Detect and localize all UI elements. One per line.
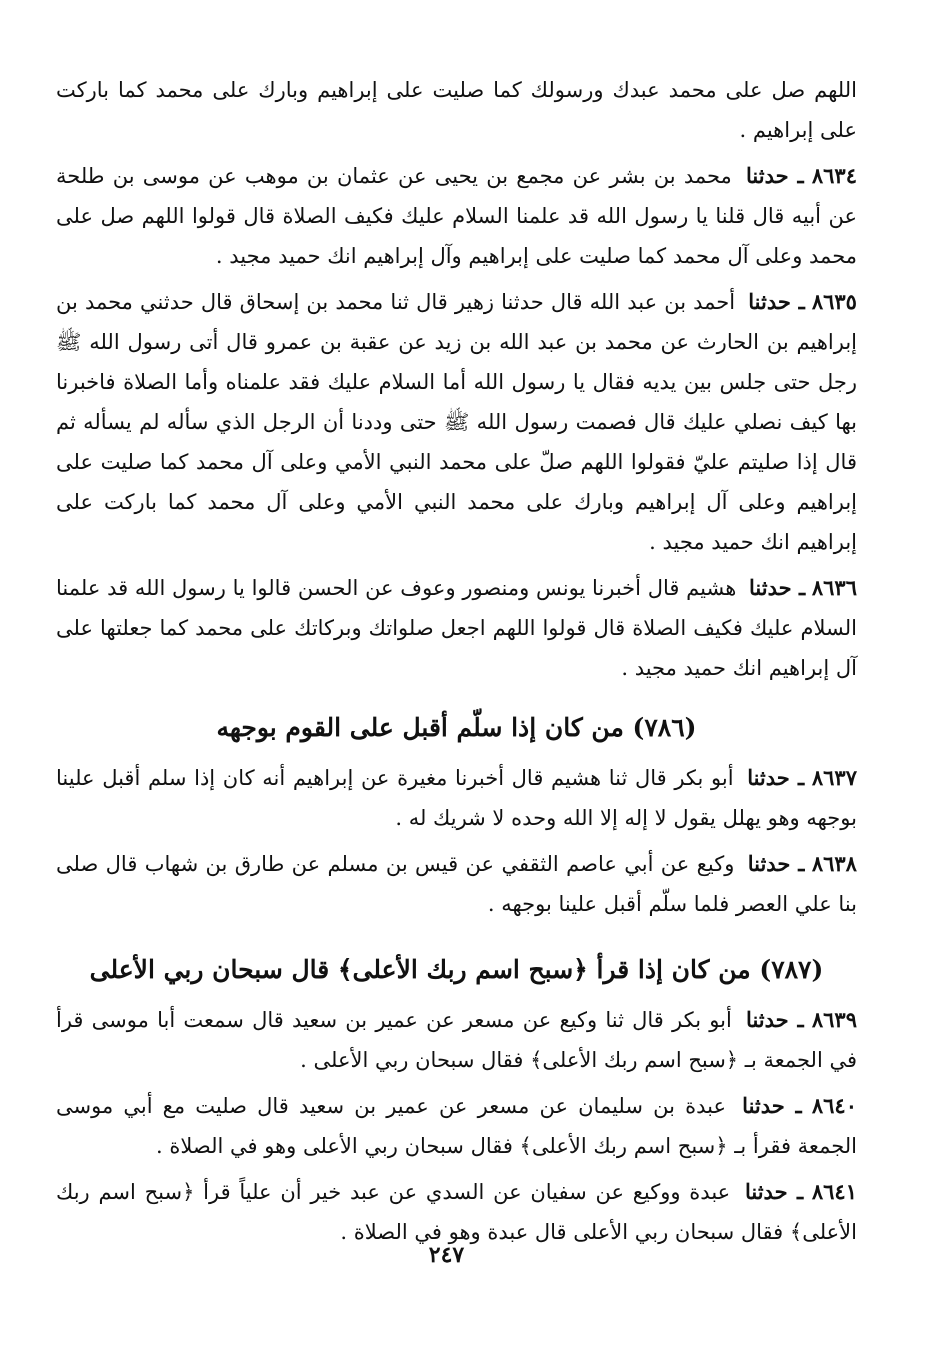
hadith-text: محمد بن بشر عن مجمع بن يحيى عن عثمان بن موهب عن موسى بن طلحة عن أبيه قال قلنا يا رسول الله قد علمنا السلام عليك فكيف الصلاة قال قولوا اللهم صل على محمد وعلى آل محمد كما صليت على إبراهيم وآل إبراهيم انك حميد مجيد .: [56, 164, 857, 268]
hadith-number: ٨٦٤٠: [811, 1093, 857, 1118]
hadith-text: أبو بكر قال ثنا هشيم قال أخبرنا مغيرة عن إبراهيم أنه كان إذا سلم أقبل علينا بوجهه وهو يهلل يقول لا إله إلا الله وحده لا شريك له .: [56, 766, 857, 830]
hadith-lead: ـ حدثنا: [746, 1007, 804, 1032]
chapter-heading-786: (٧٨٦) من كان إذا سلّم أقبل على القوم بوجهه: [216, 713, 697, 742]
hadith-text: أحمد بن عبد الله قال حدثنا زهير قال ثنا محمد بن إسحاق قال حدثني محمد بن إبراهيم بن الحارث عن محمد بن عبد الله بن زيد عن عقبة بن عمرو قال أتى رسول الله ﷺ رجل حتى جلس بين يديه فقال يا رسول الله أما السلام عليك فقد علمناه وأما الصلاة فاخبرنا بها كيف نصلي عليك قال فصمت رسول الله ﷺ حتى وددنا أن الرجل الذي سأله لم يسأله ثم قال إذا صليتم عليّ فقولوا اللهم صلّ على محمد النبي الأمي وعلى آل محمد كما صليت على إبراهيم وعلى آل إبراهيم وبارك على محمد النبي الأمي وعلى آل محمد كما باركت على إبراهيم انك حميد مجيد .: [56, 290, 857, 554]
hadith-lead: ـ حدثنا: [747, 851, 805, 876]
page-number: ٢٤٧: [428, 1242, 465, 1268]
hadith-text: أبو بكر قال ثنا وكيع عن مسعر عن عمير بن سعيد قال سمعت أبا موسى قرأ في الجمعة بـ ﴿سبح اسم ربك الأعلى﴾ فقال سبحان ربي الأعلى .: [56, 1008, 857, 1072]
hadith-lead: ـ حدثنا: [749, 575, 806, 600]
hadith-text: وكيع عن أبي عاصم الثقفي عن قيس بن مسلم عن طارق بن شهاب قال صلى بنا علي العصر فلما سلّم أقبل علينا بوجهه .: [56, 852, 857, 916]
hadith-number: ٨٦٣٤: [811, 163, 857, 188]
hadith-number: ٨٦٣٥: [811, 289, 857, 314]
hadith-8636: [56, 568, 857, 688]
hadith-8635: [56, 282, 857, 562]
hadith-lead: ـ حدثنا: [747, 765, 805, 790]
hadith-lead: ـ حدثنا: [744, 1179, 804, 1204]
hadith-text: عبدة بن سليمان عن مسعر عن عمير بن سعيد قال صليت مع أبي موسى الجمعة فقرأ بـ ﴿سبح اسم ربك الأعلى﴾ فقال سبحان ربي الأعلى وهو في الصلاة .: [56, 1094, 857, 1158]
hadith-8637: [56, 758, 857, 838]
hadith-number: ٨٦٣٦: [811, 575, 857, 600]
hadith-number: ٨٦٣٩: [811, 1007, 857, 1032]
hadith-8641: [56, 1172, 857, 1252]
page-number-wrapper: [0, 1242, 933, 1268]
hadith-number: ٨٦٤١: [811, 1179, 857, 1204]
hadith-lead: ـ حدثنا: [746, 163, 804, 188]
hadith-8638: [56, 844, 857, 924]
hadith-8640: [56, 1086, 857, 1166]
hadith-number: ٨٦٣٧: [811, 765, 857, 790]
hadith-text: هشيم قال أخبرنا يونس ومنصور وعوف عن الحسن قالوا يا رسول الله قد علمنا السلام عليك فكيف الصلاة قال قولوا اللهم اجعل صلواتك وبركاتك على محمد كما جعلتها على آل إبراهيم انك حميد مجيد .: [56, 576, 857, 680]
hadith-lead: ـ حدثنا: [742, 1093, 802, 1118]
chapter-heading-787: (٧٨٧) من كان إذا قرأ ﴿سبح اسم ربك الأعلى﴾ قال سبحان ربي الأعلى: [89, 955, 824, 984]
paragraph-text: اللهم صل على محمد عبدك ورسولك كما صليت على إبراهيم وبارك على محمد كما باركت على إبراهيم .: [56, 78, 857, 142]
hadith-text: عبدة ووكيع عن سفيان عن السدي عن عبد خير أن علياً قرأ ﴿سبح اسم ربك الأعلى﴾ فقال سبحان ربي الأعلى قال عبدة وهو في الصلاة .: [56, 1180, 857, 1244]
hadith-number: ٨٦٣٨: [811, 851, 857, 876]
paragraph-continuation: [56, 70, 857, 150]
hadith-8634: [56, 156, 857, 276]
hadith-8639: [56, 1000, 857, 1080]
hadith-lead: ـ حدثنا: [748, 289, 805, 314]
